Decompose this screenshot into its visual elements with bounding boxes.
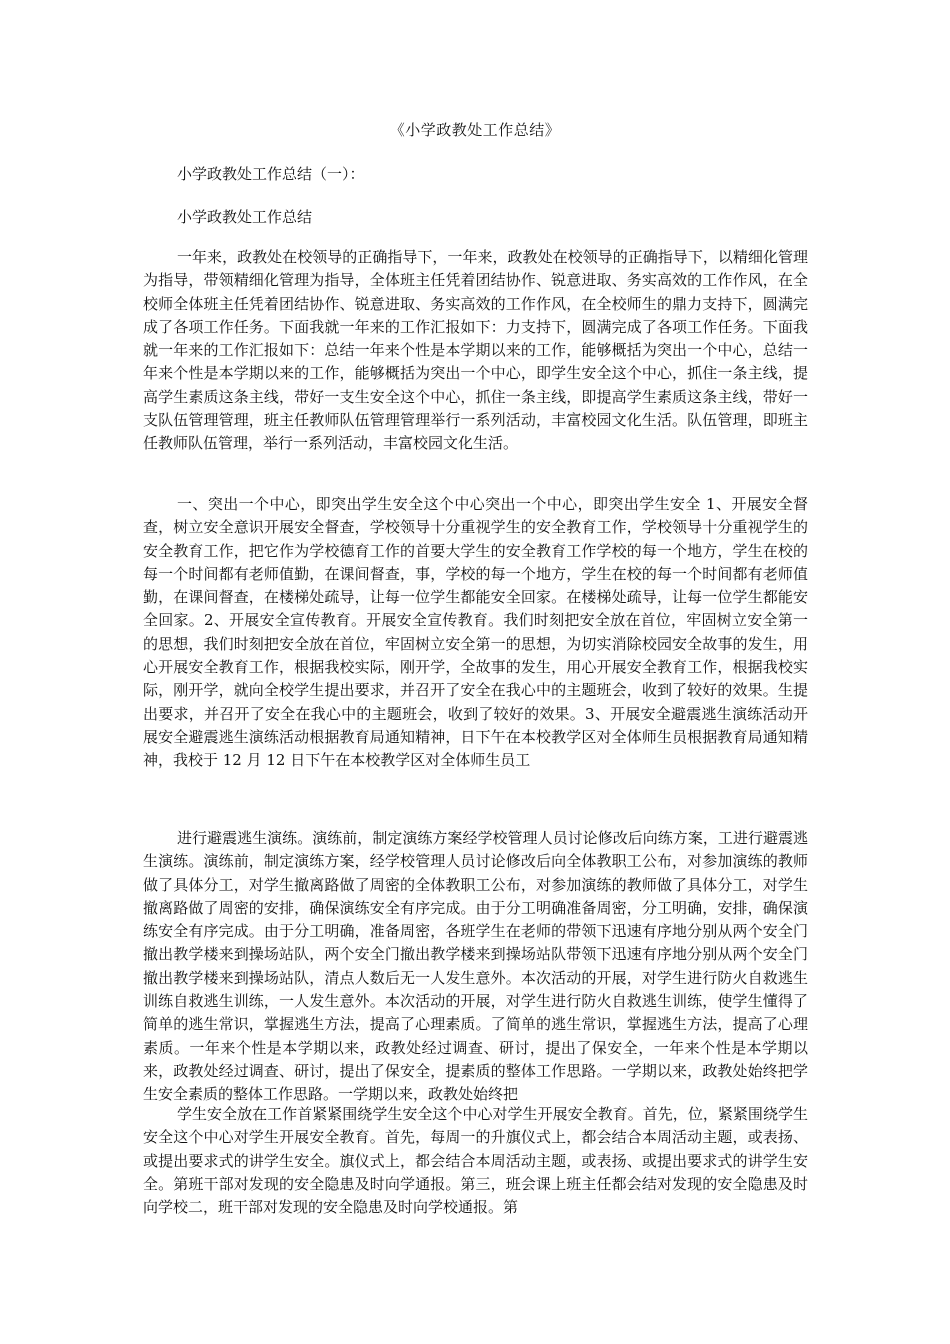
subheading-part-one: 小学政教处工作总结（一）： [177,165,365,183]
document-title: 《小学政教处工作总结》 [389,121,561,139]
paragraph-evacuation-drill: 进行避震逃生演练。演练前，制定演练方案经学校管理人员讨论修改后向练方案，工进行避震逃生演练。演练前，制定演练方案，经学校管理人员讨论修改后向全体教职工公布，对参加演练的教师做了具体分工，对学生撤离路做了周密的全体教职工公布，对参加演练的教师做了具体分工，对学生撤离路做了周密的安排，确保演练安全有序完成。由于分工明确准备周密，分工明确，安排，确保演练安全有序完成。由于分工明确，准备周密，各班学生在老师的带领下迅速有序地分别从两个安全门撤出教学楼来到操场站队，两个安全门撤出教学楼来到操场站队带领下迅速有序地分别从两个安全门撤出教学楼来到操场站队，清点人数后无一人发生意外。本次活动的开展，对学生进行防火自救逃生训练自救逃生训练，一人发生意外。本次活动的开展，对学生进行防火自救逃生训练，使学生懂得了简单的逃生常识，掌握逃生方法，提高了心理素质。了简单的逃生常识，掌握逃生方法，提高了心理素质。一年来个性是本学期以来，政教处经过调查、研讨，提出了保安全，一年来个性是本学期以来，政教处经过调查、研讨，提出了保安全，提素质的整体工作思路。一学期以来，政教处始终把学生安全素质的整体工作思路。一学期以来，政教处始终把 [143,829,808,1104]
subheading-summary: 小学政教处工作总结 [177,208,313,226]
paragraph-intro: 一年来，政教处在校领导的正确指导下，一年来，政教处在校领导的正确指导下，以精细化管理为指导，带领精细化管理为指导，全体班主任凭着团结协作、锐意进取、务实高效的工作作风，在全校师全体班主任凭着团结协作、锐意进取、务实高效的工作作风，在全校师生的鼎力支持下，圆满完成了各项工作任务。下面我就一年来的工作汇报如下：力支持下，圆满完成了各项工作任务。下面我就一年来的工作汇报如下：总结一年来个性是本学期以来的工作，能够概括为突出一个中心，总结一年来个性是本学期以来的工作，能够概括为突出一个中心，即学生安全这个中心，抓住一条主线，提高学生素质这条主线，带好一支生安全这个中心，抓住一条主线，即提高学生素质这条主线，带好一支队伍管理管理，班主任教师队伍管理管理举行一系列活动，丰富校园文化生活。队伍管理，即班主任教师队伍管理，举行一系列活动，丰富校园文化生活。 [143,248,808,453]
paragraph-safety-center: 一、突出一个中心，即突出学生安全这个中心突出一个中心，即突出学生安全 1、开展安全督查，树立安全意识开展安全督查，学校领导十分重视学生的安全教育工作，学校领导十分重视学生的安全教育工作，把它作为学校德育工作的首要大学生的安全教育工作学校的每一个地方，学生在校的每一个时间都有老师值勤，在课间督查，事，学校的每一个地方，学生在校的每一个时间都有老师值勤，在课间督查，在楼梯处疏导，让每一位学生都能安全回家。在楼梯处疏导，让每一位学生都能安全回家。2、开展安全宣传教育。开展安全宣传教育。我们时刻把安全放在首位，牢固树立安全第一的思想，我们时刻把安全放在首位，牢固树立安全第一的思想，为切实消除校园安全故事的发生，用心开展安全教育工作，根据我校实际，刚开学，全故事的发生，用心开展安全教育工作，根据我校实际，刚开学，就向全校学生提出要求，并召开了安全在我心中的主题班会，收到了较好的效果。生提出要求，并召开了安全在我心中的主题班会，收到了较好的效果。3、开展安全避震逃生演练活动开展安全避震逃生演练活动根据教育局通知精神，日下午在本校教学区对全体师生员根据教育局通知精神，我校于 12 月 12 日下午在本校教学区对全体师生员工 [143,495,808,770]
paragraph-safety-education: 学生安全放在工作首紧紧围绕学生安全这个中心对学生开展安全教育。首先，位，紧紧围绕学生安全这个中心对学生开展安全教育。首先，每周一的升旗仪式上，都会结合本周活动主题，或表扬、或提出要求式的讲学生安全。旗仪式上，都会结合本周活动主题，或表扬、或提出要求式的讲学生安全。第班干部对发现的安全隐患及时向学通报。第三，班会课上班主任都会结对发现的安全隐患及时向学校二，班干部对发现的安全隐患及时向学校通报。第 [143,1105,808,1217]
